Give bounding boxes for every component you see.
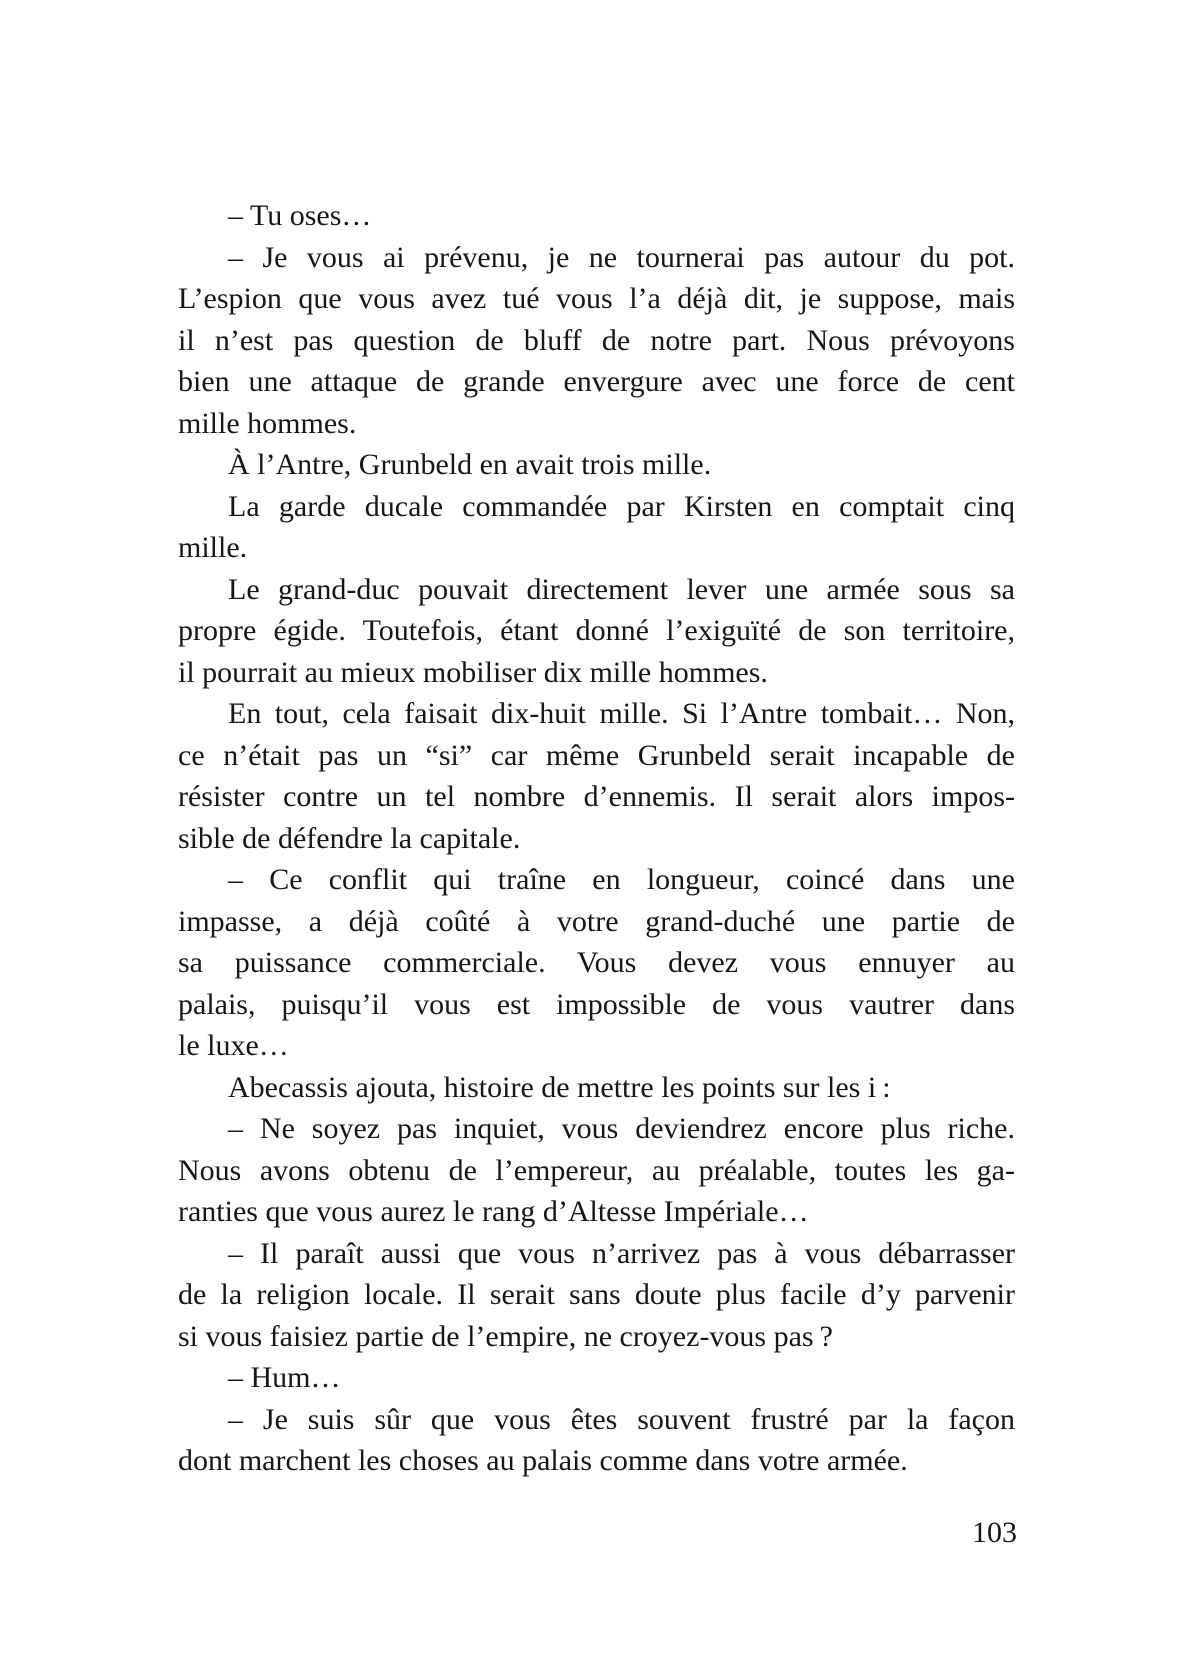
paragraph [178,1067,1015,1109]
text-line: Abecassis ajouta, histoire de mettre les points sur les i : [228,1070,891,1104]
text-line: La garde ducale commandée par Kirsten en comptait cinq [228,489,1015,523]
text-line: À l’Antre, Grunbeld en avait trois mille. [228,448,712,481]
paragraph [178,1108,1015,1233]
text-line: palais, puisqu’il vous est impossible de vous vautrer dans [178,987,1015,1021]
text-line: sible de défendre la capitale. [178,821,521,855]
text-line: dont marchent les choses au palais comme dans votre armée. [178,1444,908,1477]
paragraph [178,444,1015,486]
text-line: ranties que vous aurez le rang d’Altesse Impériale… [178,1195,809,1228]
paragraph [178,237,1015,445]
page-number: 103 [972,1516,1017,1549]
text-line: En tout, cela faisait dix-huit mille. Si l’Antre tombait… Non, [228,697,1015,730]
text-line: sa puissance commerciale. Vous devez vous ennuyer au [178,946,1015,979]
paragraph [178,859,1015,1067]
text-line: – Il paraît aussi que vous n’arrivez pas à vous débarrasser [228,1236,1015,1270]
paragraph [178,569,1015,694]
paragraph [178,1357,1015,1399]
paragraph [178,486,1015,569]
text-line: mille. [178,531,248,564]
text-line: – Tu oses… [228,199,372,232]
paragraph [178,195,1015,237]
text-line: – Ce conflit qui traîne en longueur, coincé dans une [228,863,1015,896]
text-line: mille hommes. [178,406,357,440]
text-line: le luxe… [178,1029,289,1062]
text-block [178,195,1015,1482]
text-line: propre égide. Toutefois, étant donné l’exiguïté de son territoire, [178,614,1015,647]
text-line: il n’est pas question de bluff de notre part. Nous prévoyons [178,323,1015,357]
paragraph [178,693,1015,859]
text-line: Le grand-duc pouvait directement lever une armée sous sa [228,572,1015,606]
text-line: Nous avons obtenu de l’empereur, au préalable, toutes les ga- [178,1153,1015,1187]
text-line: de la religion locale. Il serait sans doute plus facile d’y parvenir [178,1278,1015,1311]
text-line: L’espion que vous avez tué vous l’a déjà dit, je suppose, mais [178,282,1015,315]
text-line: – Hum… [228,1361,341,1394]
text-line: bien une attaque de grande envergure avec une force de cent [178,365,1015,398]
text-line: il pourrait au mieux mobiliser dix mille hommes. [178,655,768,689]
text-line: – Je suis sûr que vous êtes souvent frustré par la façon [228,1402,1015,1436]
text-line: – Je vous ai prévenu, je ne tournerai pas autour du pot. [228,240,1015,274]
paragraph [178,1399,1015,1482]
text-line: si vous faisiez partie de l’empire, ne croyez-vous pas ? [178,1319,833,1353]
text-line: ce n’était pas un “si” car même Grunbeld serait incapable de [178,738,1015,772]
text-line: – Ne soyez pas inquiet, vous deviendrez encore plus riche. [228,1112,1015,1145]
paragraph [178,1233,1015,1358]
text-line: résister contre un tel nombre d’ennemis. Il serait alors impos- [178,780,1015,813]
text-line: impasse, a déjà coûté à votre grand-duché une partie de [178,904,1015,938]
